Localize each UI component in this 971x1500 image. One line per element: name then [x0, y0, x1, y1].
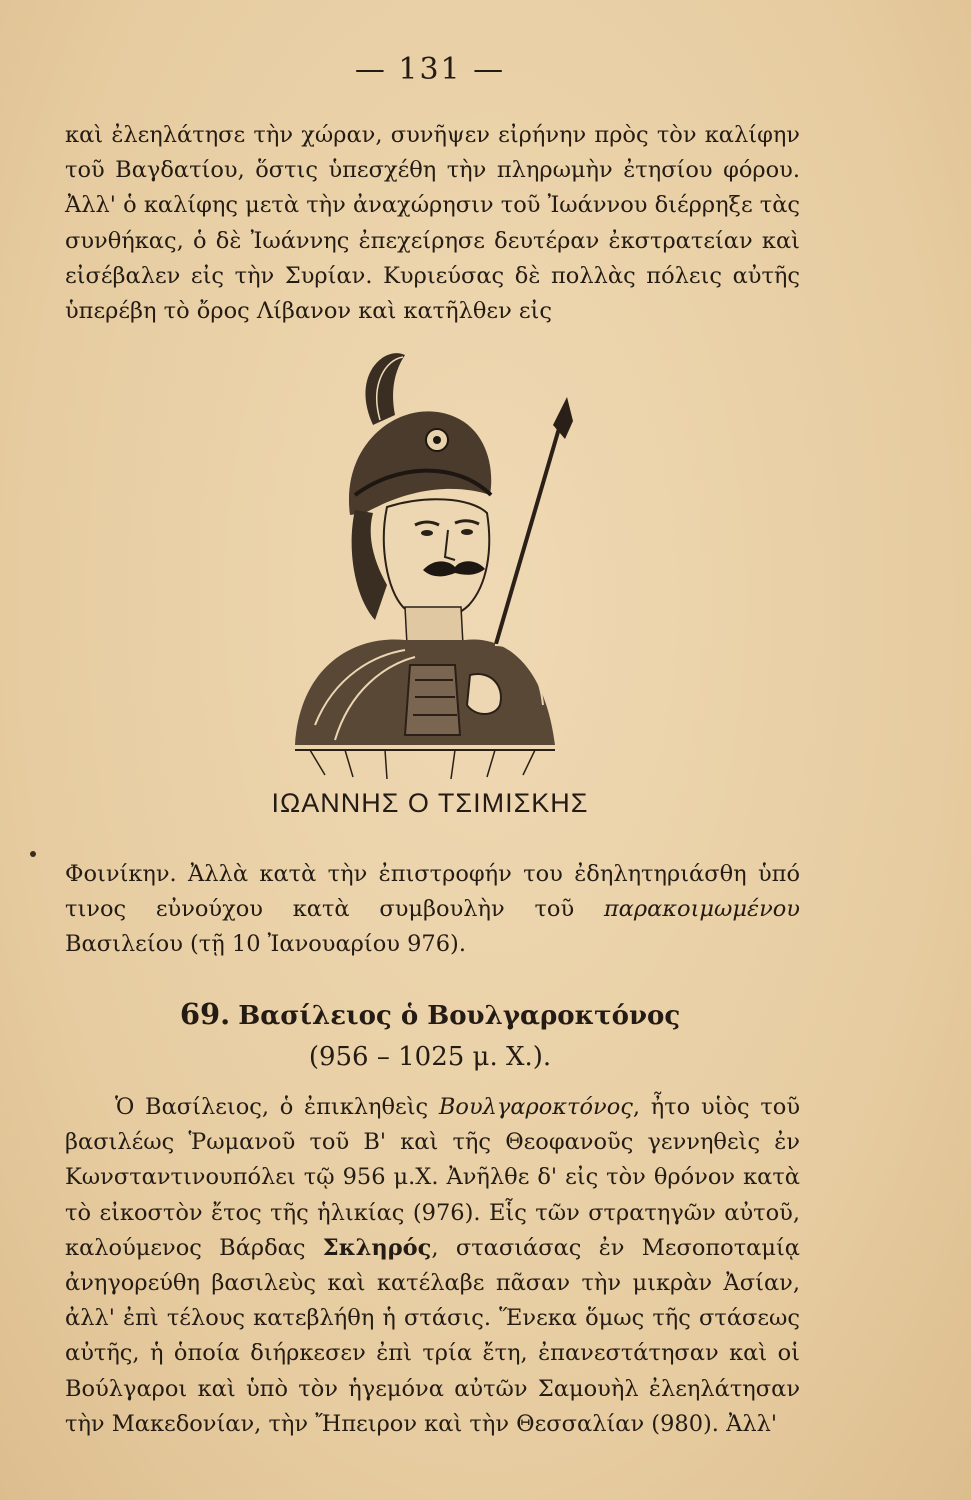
page-number: — 131 — — [354, 52, 506, 87]
paragraph-1 — [65, 118, 800, 329]
paragraph-2 — [65, 857, 800, 963]
paragraph-3-b: , ἦτο υἱὸς τοῦ βασιλέως Ῥωμανοῦ τοῦ Β' καὶ τῆς Θεοφανοῦς γεννηθεὶς ἐν Κωνσταντινουπόλει τῷ 956 μ.Χ. Ἀνῆλθε δ' εἰς τὸν θρόνον κατὰ τὸ εἰκοστὸν ἔτος τῆς ἡλικίας (976). Εἷς τῶν στρατηγῶν αὐτοῦ, καλούμενος Βάρδας — [65, 1094, 800, 1261]
paragraph-3-text — [65, 1090, 800, 1442]
paragraph-3-c: , στασιάσας ἐν Μεσοποταμίᾳ ἀνηγορεύθη βασιλεὺς καὶ κατέλαβε πᾶσαν τὴν μικρὰν Ἀσίαν, ἀλλ' ἐπὶ τέλους κατεβλήθη ἡ στάσις. Ἕνεκα ὅμως τῆς στάσεως αὐτῆς, ἡ ὁποία διήρκεσεν ἐπὶ τρία ἔτη, ἐπανεστάτησαν καὶ οἱ Βούλγαροι καὶ ὑπὸ τὸν ἡγεμόνα αὐτῶν Σαμουὴλ ἐλεηλάτησαν τὴν Μακεδονίαν, τὴν Ἤπειρον καὶ τὴν Θεσσαλίαν (980). Ἀλλ' — [65, 1234, 800, 1437]
paragraph-2-before: Φοινίκην. Ἀλλὰ κατὰ τὴν ἐπιστροφήν του ἐδηλητηριάσθη ὑπό τινος εὐνούχου κατὰ συμβουλὴν τοῦ — [65, 861, 800, 923]
figure-caption: ΙΩΑΝΝΗΣ Ο ΤΣΙΜΙΣΚΗΣ — [271, 788, 589, 818]
paragraph-2-text — [65, 857, 800, 963]
paragraph-3-bold: Σκληρός — [322, 1234, 432, 1261]
portrait-illustration — [255, 345, 595, 785]
section-title: Βασίλειος ὁ Βουλγαροκτόνος — [238, 1001, 681, 1031]
paragraph-1-text: καὶ ἐλεηλάτησε τὴν χώραν, συνῆψεν εἰρήνην πρὸς τὸν καλίφην τοῦ Βαγδατίου, ὅστις ὑπεσχέθη τὴν πληρωμὴν ἐτησίου φόρου. Ἀλλ' ὁ καλίφης μετὰ τὴν ἀναχώρησιν τοῦ Ἰωάννου διέρρηξε τὰς συνθήκας, ὁ δὲ Ἰωάννης ἐπεχείρησε δευτέραν ἐκστρατείαν καὶ εἰσέβαλεν εἰς τὴν Συρίαν. Κυριεύσας δὲ πολλὰς πόλεις αὐτῆς ὑπερέβη τὸ ὄρος Λίβανον καὶ κατῆλθεν εἰς — [65, 122, 800, 325]
paragraph-3-a: Ὁ Βασίλειος, ὁ ἐπικληθεὶς — [115, 1094, 439, 1120]
paragraph-2-italic: παρακοιμωμένου — [603, 896, 800, 923]
section-dates: (956 – 1025 μ. Χ.). — [308, 1042, 552, 1072]
portrait-engraving — [255, 345, 595, 785]
paragraph-3 — [65, 1090, 800, 1442]
paragraph-2-after: Βασιλείου (τῇ 10 Ἰανουαρίου 976). — [65, 931, 466, 958]
paragraph-3-italic: Βουλγαροκτόνος — [438, 1094, 633, 1120]
section-number: 69. — [179, 997, 231, 1031]
margin-mark — [30, 851, 36, 857]
section-heading — [0, 997, 860, 1031]
